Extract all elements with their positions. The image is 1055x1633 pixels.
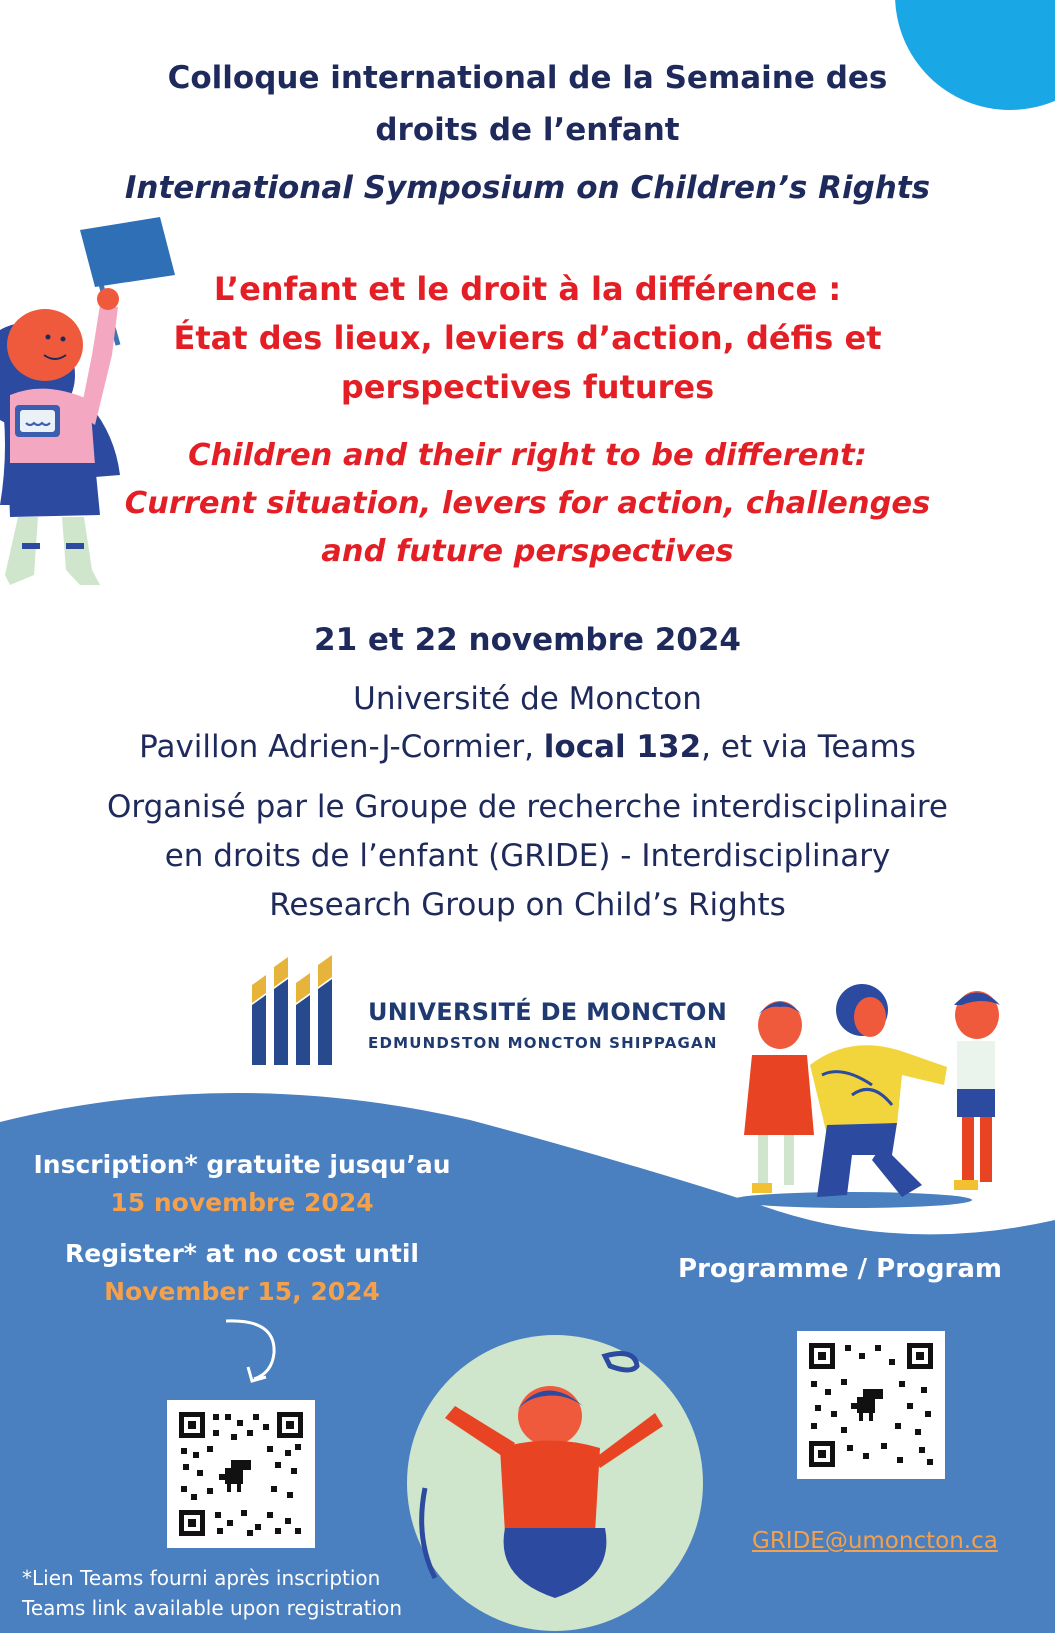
organizer-line3: Research Group on Child’s Rights — [269, 887, 786, 923]
theme-fr-line3: perspectives futures — [340, 368, 715, 406]
registration-qr-code[interactable] — [167, 1400, 315, 1548]
venue-room: local 132 — [543, 729, 702, 765]
event-date: 21 et 22 novembre 2024 — [314, 622, 741, 658]
theme-en — [0, 432, 1055, 576]
venue-teams: , et via Teams — [701, 729, 916, 765]
organizer-line1: Organisé par le Groupe de recherche interdisciplinaire — [107, 789, 948, 825]
university-logo-mark — [252, 955, 338, 1067]
theme-en-line1: Children and their right to be different: — [188, 438, 867, 473]
theme-en-line2: Current situation, levers for action, challenges — [124, 486, 931, 521]
registration-en-label: Register* at no cost until — [65, 1239, 419, 1268]
theme-en-line3: and future perspectives — [321, 534, 734, 569]
program-qr-code[interactable] — [797, 1331, 945, 1479]
boy-in-bubble-illustration — [405, 1318, 705, 1633]
registration-fr-label: Inscription* gratuite jusqu’au — [33, 1150, 451, 1179]
registration-fr-date: 15 novembre 2024 — [110, 1188, 374, 1217]
family-illustration — [732, 975, 1032, 1210]
university-name: Université de Moncton — [353, 681, 702, 717]
contact-email-link[interactable]: GRIDE@umoncton.ca — [752, 1528, 998, 1554]
dinosaur-icon — [851, 1389, 883, 1421]
page-subtitle: International Symposium on Children’s Rights — [124, 170, 931, 206]
event-venue — [0, 675, 1055, 771]
university-logo-name: UNIVERSITÉ DE MONCTON — [368, 998, 728, 1026]
registration-en-date: November 15, 2024 — [104, 1277, 380, 1306]
teams-footnote — [22, 1563, 402, 1623]
venue-line — [0, 723, 1055, 771]
university-logo-campuses: EDMUNDSTON MONCTON SHIPPAGAN — [368, 1034, 718, 1052]
program-label: Programme / Program — [678, 1254, 1002, 1284]
qr-code-icon — [797, 1331, 945, 1479]
organizer-line2: en droits de l’enfant (GRIDE) - Interdisciplinary — [164, 838, 891, 874]
theme-fr-line1: L’enfant et le droit à la différence : — [213, 270, 842, 308]
qr-code-icon — [167, 1400, 315, 1548]
teams-footnote-fr: *Lien Teams fourni après inscription — [22, 1566, 381, 1590]
organizer — [0, 783, 1055, 930]
arrow-down-icon — [218, 1315, 288, 1387]
theme-fr — [0, 265, 1055, 412]
page-title: Colloque international de la Semaine des droits de l’enfant — [167, 60, 888, 148]
venue-building: Pavillon Adrien-J-Cormier, — [139, 729, 544, 765]
teams-footnote-en: Teams link available upon registration — [22, 1596, 403, 1620]
theme-fr-line2: État des lieux, leviers d’action, défis et — [173, 319, 882, 357]
